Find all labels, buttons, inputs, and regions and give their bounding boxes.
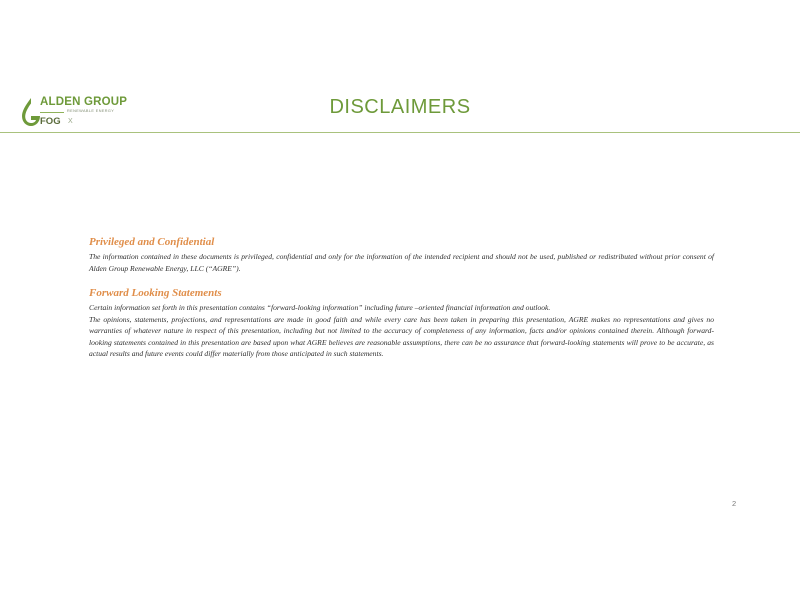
logo-subtitle: RENEWABLE ENERGY — [67, 109, 115, 113]
section-paragraph: The information contained in these documents is privileged, confidential and only for the information of the intended recipient and should not be used, published or redistributed without prior consent of Alden Group Renewable Energy, LLC (“AGRE”). — [89, 252, 714, 273]
privileged-section — [89, 236, 714, 274]
logo-x-mark: X — [68, 118, 73, 125]
section-heading: Forward Looking Statements — [89, 287, 222, 299]
section-paragraph: Certain information set forth in this presentation contains “forward-looking information” including future –oriented financial information and outlook. — [89, 303, 551, 312]
section-paragraph: The opinions, statements, projections, and representations are made in good faith and while every care has been taken in preparing this presentation, AGRE makes no representations and gives no warranties of whatever nature in respect of this presentation, including but not limited to the accuracy of completeness of any information, facts and/or opinions contained therein. Although forward-looking statements contained in this presentation are based upon what AGRE believes are reasonable assumptions, there can be no assurance that forward-looking statements will prove to be accurate, as actual results and future events could differ materially from those anticipated in such statements. — [89, 314, 714, 358]
page-number: 2 — [732, 499, 737, 508]
disclaimer-content — [89, 236, 714, 373]
logo-fog: FOG — [40, 116, 61, 127]
forward-looking-section — [89, 287, 714, 360]
page-title: DISCLAIMERS — [329, 96, 471, 118]
slide-header — [0, 0, 800, 134]
header-divider — [0, 132, 800, 133]
logo-name: ALDEN GROUP — [40, 96, 128, 108]
section-heading: Privileged and Confidential — [89, 236, 215, 248]
